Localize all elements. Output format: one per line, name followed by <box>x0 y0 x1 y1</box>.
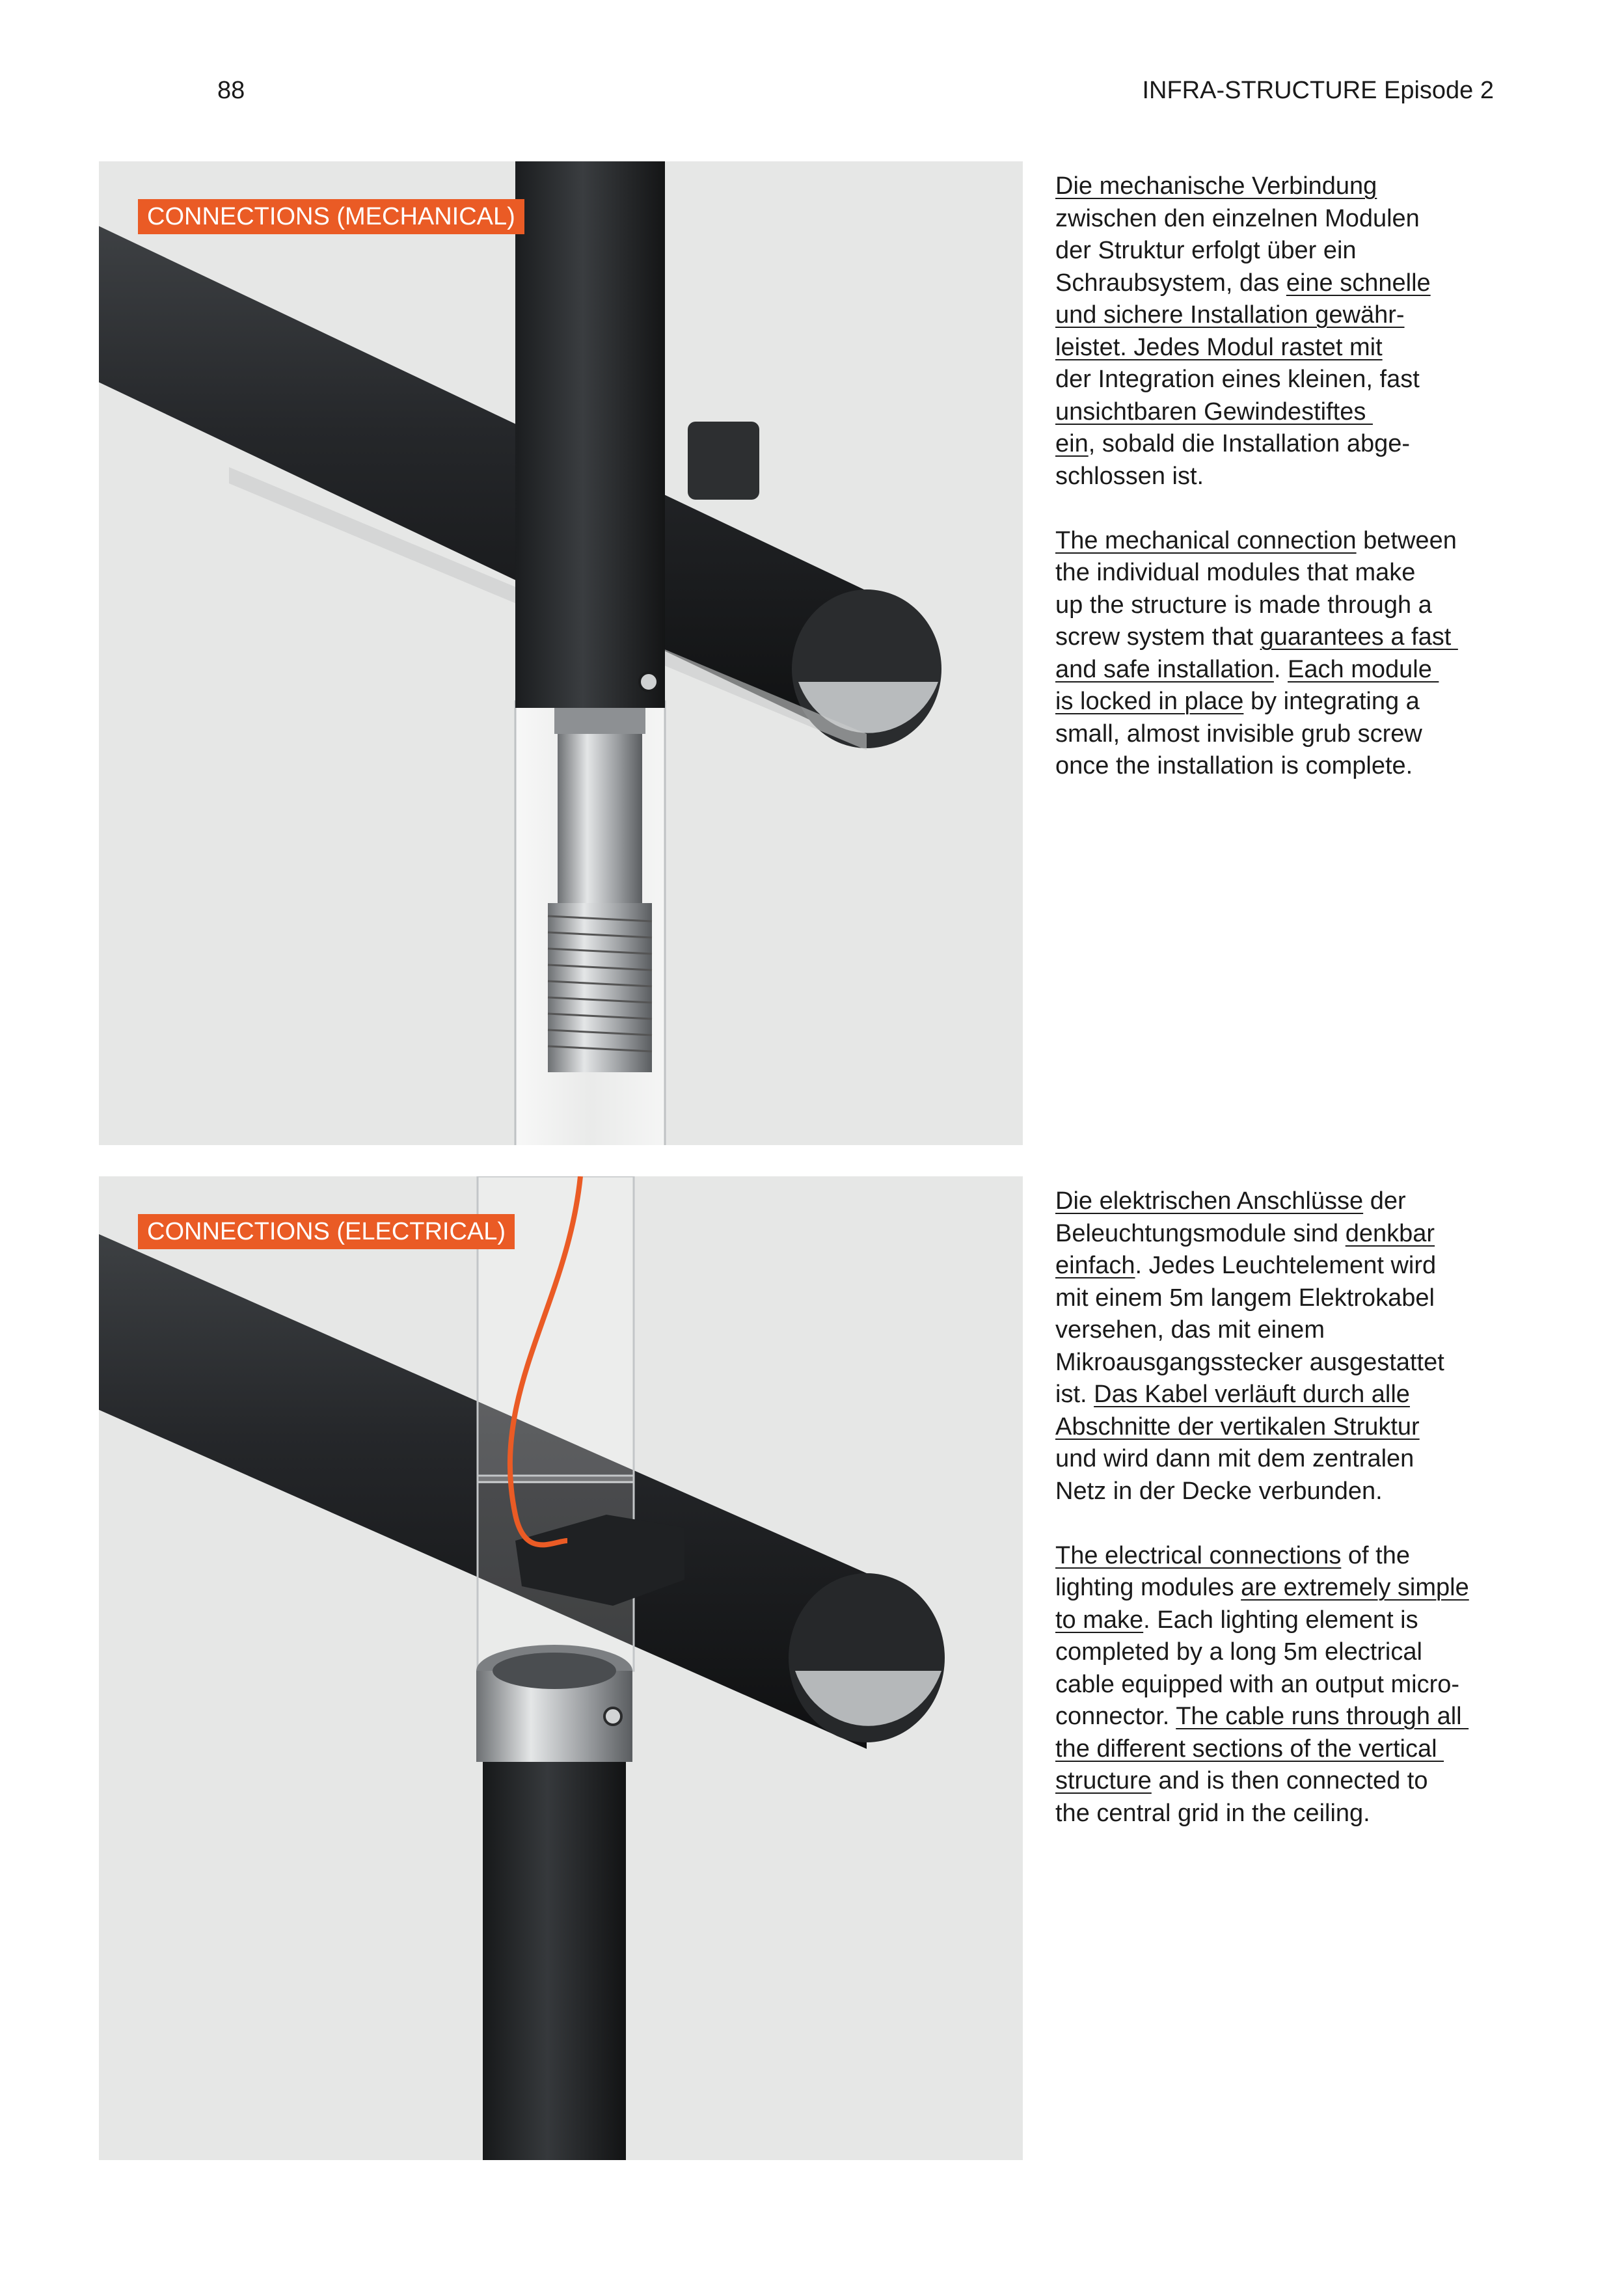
text-line <box>1055 428 1511 461</box>
mechanical-connection-figure <box>99 161 1023 1145</box>
text-line <box>1055 1604 1511 1637</box>
text-segment: mit einem 5m langem Elektrokabel <box>1055 1284 1435 1312</box>
running-header: INFRA-STRUCTURE Episode 2 <box>1142 77 1494 104</box>
underlined-phrase: unsichtbaren Gewindestiftes <box>1055 398 1373 426</box>
text-segment: ist. <box>1055 1381 1094 1408</box>
text-segment: up the structure is made through a <box>1055 591 1432 619</box>
text-line <box>1055 1443 1511 1476</box>
underlined-phrase: to make <box>1055 1606 1144 1634</box>
text-segment: Mikroausgangsstecker ausgestattet <box>1055 1348 1444 1376</box>
text-line <box>1055 1669 1511 1701</box>
text-segment: between <box>1356 526 1457 554</box>
electrical-connection-render <box>99 1176 1023 2160</box>
underlined-phrase: The mechanical connection <box>1055 526 1357 554</box>
underlined-phrase: Die elektrischen Anschlüsse <box>1055 1187 1364 1215</box>
thread <box>548 903 652 1072</box>
underlined-phrase: The electrical connections <box>1055 1541 1342 1569</box>
text-line <box>1055 1250 1511 1282</box>
electrical-english-paragraph <box>1055 1540 1511 1830</box>
text-line <box>1055 1282 1511 1315</box>
text-line <box>1055 1185 1511 1218</box>
text-line <box>1055 332 1511 364</box>
text-line <box>1055 461 1511 493</box>
mechanical-text <box>1055 170 1511 783</box>
text-segment: der Struktur erfolgt über ein <box>1055 237 1357 264</box>
underlined-phrase: ein <box>1055 430 1089 457</box>
text-line <box>1055 235 1511 267</box>
text-segment: Schraubsystem, das <box>1055 269 1286 297</box>
text-segment: schlossen ist. <box>1055 462 1204 490</box>
underlined-phrase: leistet. Jedes Modul rastet mit <box>1055 333 1383 361</box>
underlined-phrase: Abschnitte der vertikalen Struktur <box>1055 1413 1420 1440</box>
electrical-text <box>1055 1185 1511 1830</box>
text-segment: lighting modules <box>1055 1574 1241 1601</box>
text-line <box>1055 1314 1511 1347</box>
text-segment: Netz in der Decke verbunden. <box>1055 1477 1383 1505</box>
text-line <box>1055 267 1511 300</box>
underlined-phrase: Das Kabel verläuft durch alle <box>1094 1381 1410 1408</box>
text-line <box>1055 525 1511 558</box>
text-segment: und wird dann mit dem zentralen <box>1055 1445 1414 1472</box>
clamp-block <box>688 422 759 500</box>
text-segment: of the <box>1341 1541 1410 1569</box>
underlined-phrase: einfach <box>1055 1252 1135 1279</box>
text-segment: der <box>1363 1187 1406 1215</box>
text-line <box>1055 1347 1511 1379</box>
text-segment: Beleuchtungsmodule sind <box>1055 1219 1346 1247</box>
text-line <box>1055 203 1511 236</box>
underlined-phrase: und sichere Installation gewähr- <box>1055 301 1405 329</box>
text-segment: connector. <box>1055 1703 1176 1730</box>
grub-screw <box>604 1708 621 1725</box>
text-line <box>1055 1572 1511 1604</box>
text-segment: . <box>1273 655 1288 683</box>
text-segment: small, almost invisible grub screw <box>1055 720 1422 748</box>
text-segment: der Integration eines kleinen, fast <box>1055 366 1420 393</box>
underlined-phrase: Each module <box>1288 655 1439 683</box>
text-segment: screw system that <box>1055 623 1260 651</box>
text-line <box>1055 1540 1511 1573</box>
underlined-phrase: denkbar <box>1345 1219 1435 1247</box>
text-line <box>1055 1733 1511 1766</box>
text-line <box>1055 396 1511 429</box>
underlined-phrase: The cable runs through all <box>1176 1703 1469 1730</box>
text-line <box>1055 589 1511 622</box>
text-line <box>1055 750 1511 783</box>
text-line <box>1055 1636 1511 1669</box>
text-line <box>1055 1218 1511 1251</box>
text-line <box>1055 1379 1511 1411</box>
text-line <box>1055 1701 1511 1733</box>
text-segment: the individual modules that make <box>1055 559 1416 586</box>
underlined-phrase: structure <box>1055 1767 1152 1794</box>
page-number: 88 <box>217 77 245 104</box>
text-line <box>1055 1765 1511 1798</box>
underlined-phrase: the different sections of the vertical <box>1055 1735 1444 1763</box>
text-segment: . Jedes Leuchtelement wird <box>1135 1252 1437 1279</box>
text-segment: . Each lighting element is <box>1143 1606 1418 1634</box>
text-segment: versehen, das mit einem <box>1055 1316 1325 1344</box>
text-line <box>1055 718 1511 751</box>
text-line <box>1055 1798 1511 1830</box>
text-line <box>1055 654 1511 686</box>
text-line <box>1055 1476 1511 1508</box>
text-line <box>1055 557 1511 589</box>
underlined-phrase: eine schnelle <box>1286 269 1431 297</box>
text-segment: by integrating a <box>1243 688 1420 715</box>
underlined-phrase: are extremely simple <box>1241 1574 1469 1601</box>
text-segment: and is then connected to <box>1151 1767 1428 1794</box>
text-segment: cable equipped with an output micro- <box>1055 1670 1460 1698</box>
vertical-tube <box>483 1762 626 2160</box>
electrical-german-paragraph <box>1055 1185 1511 1508</box>
text-segment: once the installation is complete. <box>1055 752 1413 779</box>
grub-screw <box>640 673 658 691</box>
text-line <box>1055 686 1511 718</box>
steel-connector <box>558 734 642 903</box>
electrical-label: CONNECTIONS (ELECTRICAL) <box>138 1214 515 1249</box>
text-line <box>1055 364 1511 396</box>
text-line <box>1055 299 1511 332</box>
vertical-tube <box>515 161 665 708</box>
text-line <box>1055 170 1511 203</box>
underlined-phrase: and safe installation <box>1055 655 1274 683</box>
text-line <box>1055 621 1511 654</box>
underlined-phrase: is locked in place <box>1055 688 1244 715</box>
electrical-connection-figure <box>99 1176 1023 2160</box>
mechanical-connection-render <box>99 161 1023 1145</box>
mechanical-label: CONNECTIONS (MECHANICAL) <box>138 199 524 234</box>
text-segment: completed by a long 5m electrical <box>1055 1638 1422 1666</box>
mechanical-english-paragraph <box>1055 525 1511 783</box>
underlined-phrase: guarantees a fast <box>1260 623 1458 651</box>
text-line <box>1055 1411 1511 1444</box>
text-segment: the central grid in the ceiling. <box>1055 1799 1370 1827</box>
text-segment: , sobald die Installation abge- <box>1088 430 1411 457</box>
underlined-phrase: Die mechanische Verbindung <box>1055 172 1377 200</box>
text-segment: zwischen den einzelnen Modulen <box>1055 204 1420 232</box>
mechanical-german-paragraph <box>1055 170 1511 493</box>
